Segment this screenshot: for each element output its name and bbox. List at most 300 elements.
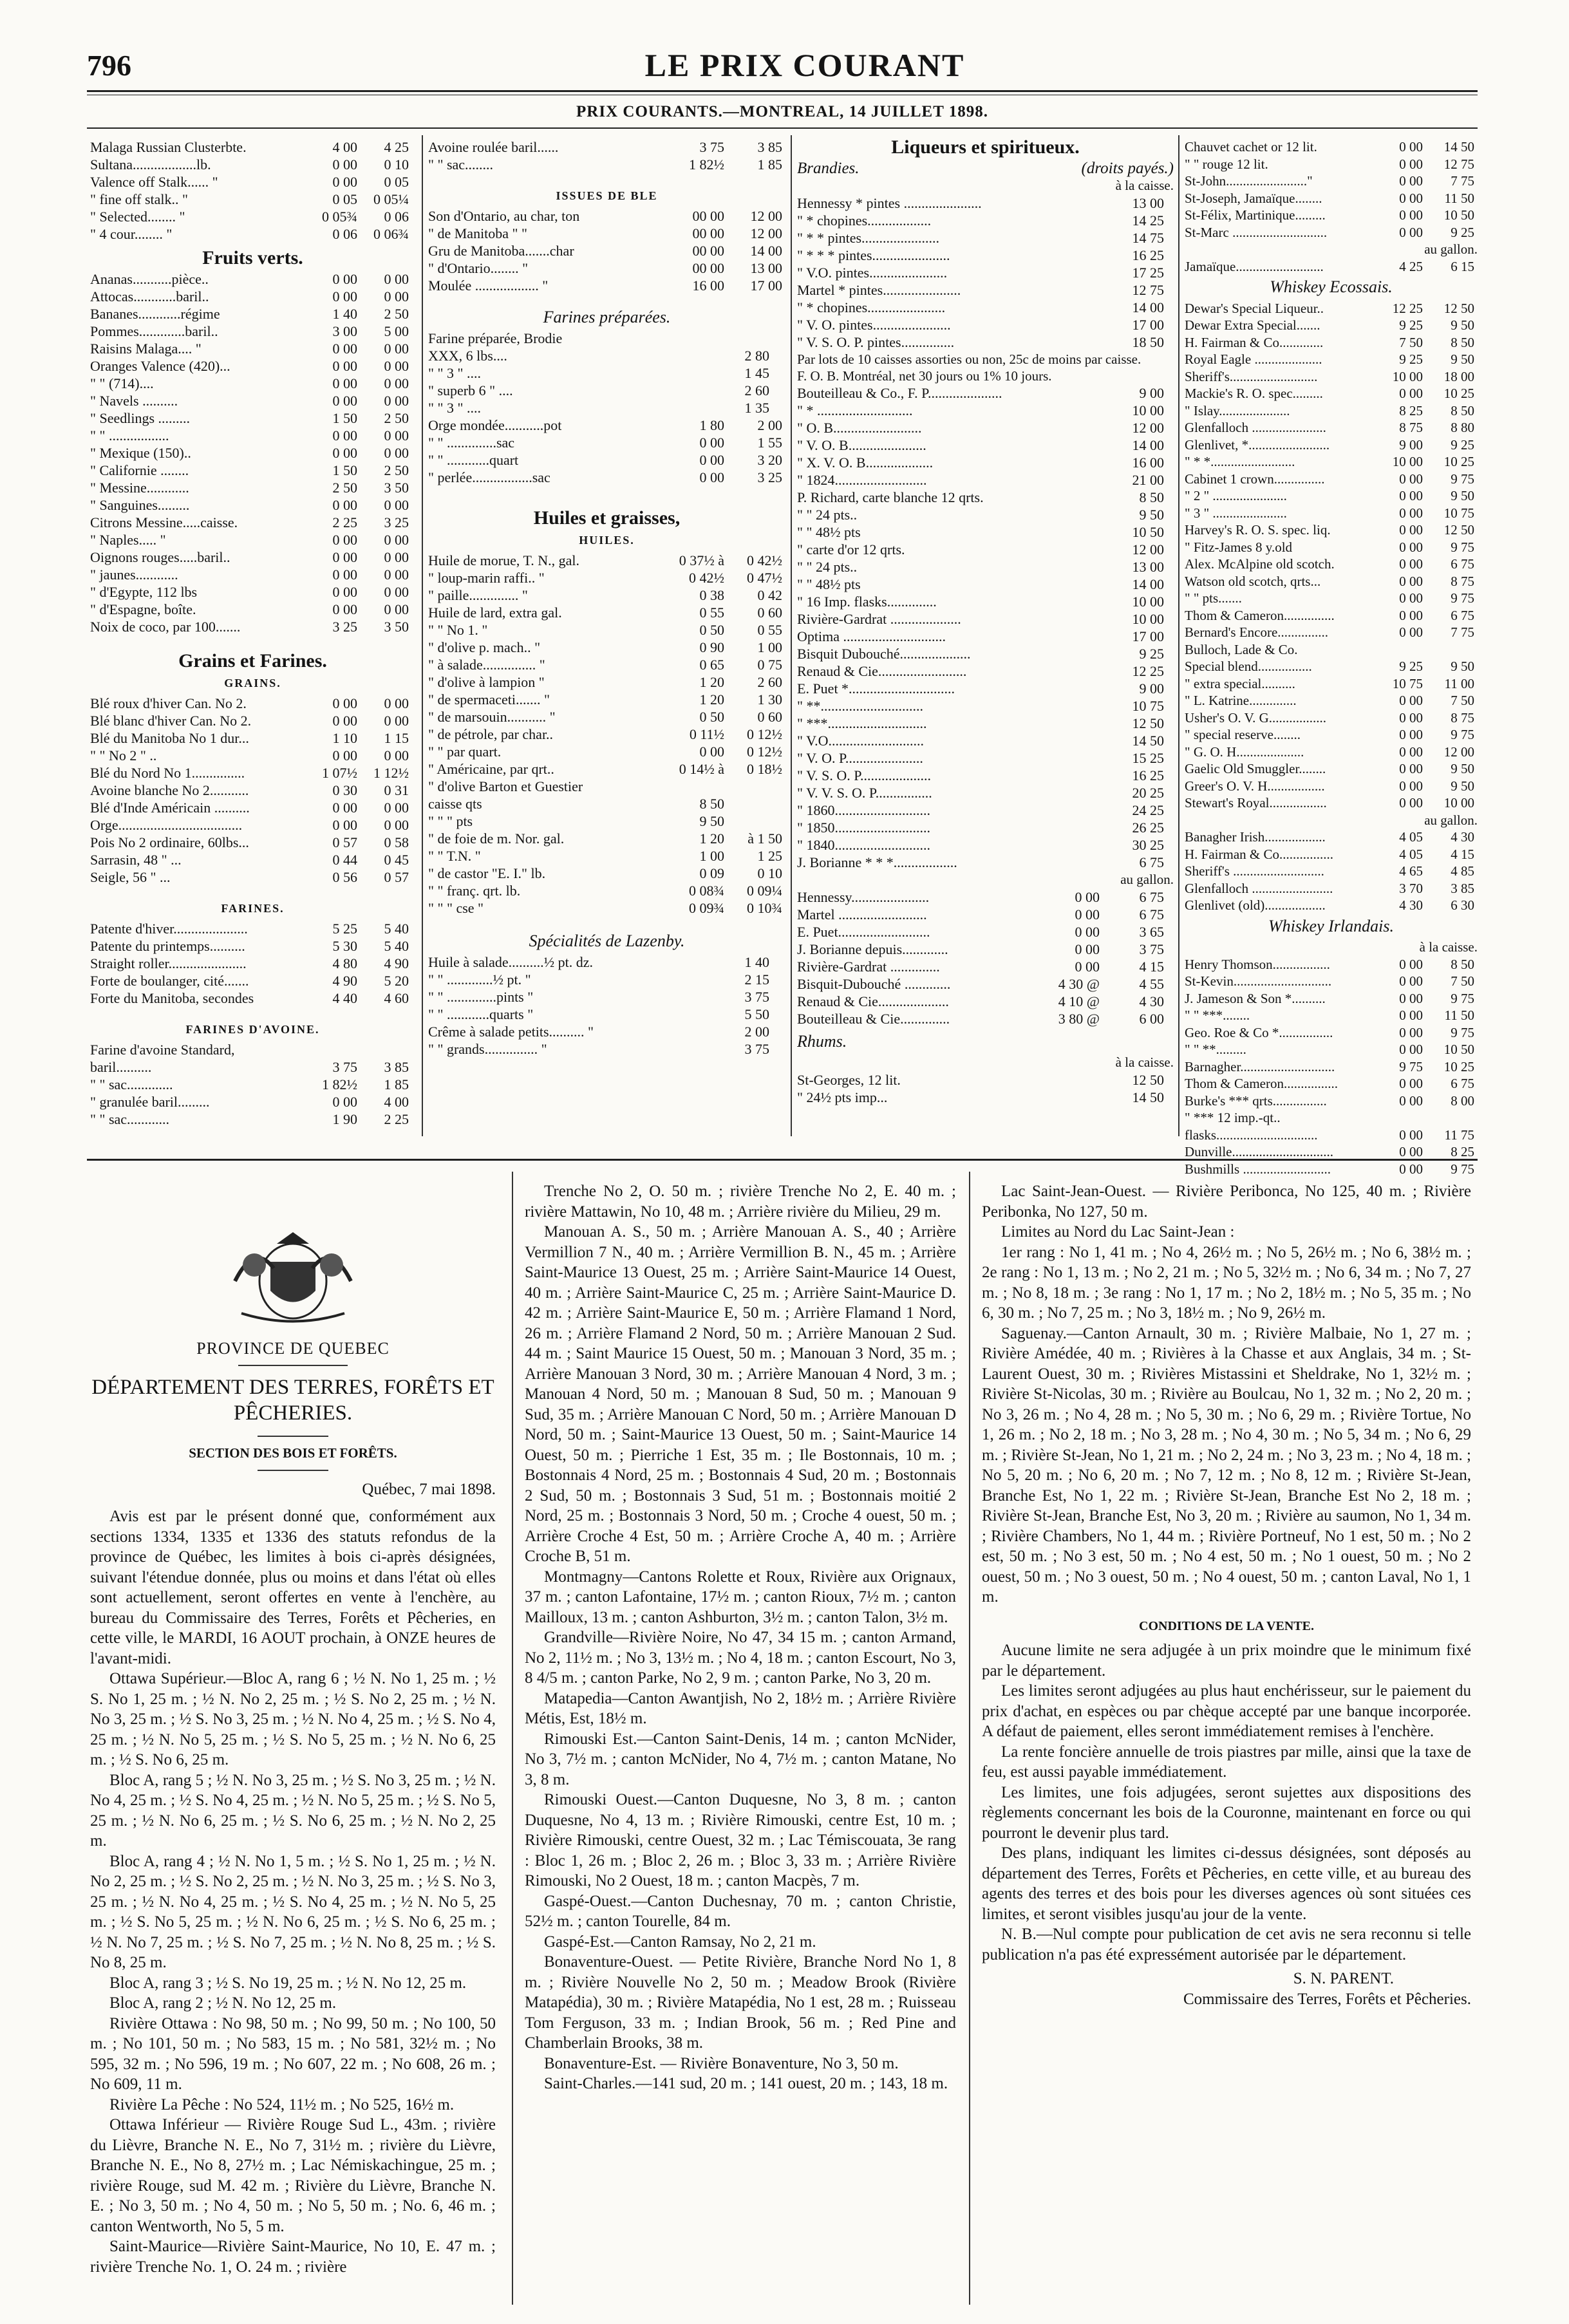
price-row bbox=[1185, 778, 1478, 795]
notice-paragraph: Les limites, une fois adjugées, seront sujettes aux dispositions des règlements concernant les bois de la Couronne, maintenant en force ou qui pourront le devenir plus tard. bbox=[982, 1783, 1471, 1842]
price-row bbox=[428, 569, 785, 586]
notice-paragraph: Saint-Charles.—141 sud, 20 m. ; 141 ouest, 20 m. ; 143, 18 m. bbox=[544, 2075, 948, 2092]
price-value: 0 00 bbox=[699, 452, 724, 468]
price-row bbox=[90, 496, 415, 514]
item-name: Bisquit Dubouché.................... bbox=[797, 646, 971, 662]
price-value: 0 00 bbox=[332, 800, 357, 816]
price-value bbox=[1378, 1109, 1423, 1127]
price-value: 4 25 bbox=[384, 139, 409, 155]
item-name: Gaelic Old Smuggler........ bbox=[1185, 761, 1326, 776]
price-value: 9 75 bbox=[1451, 590, 1474, 606]
price-value: 0 00 bbox=[1399, 590, 1423, 606]
price-value: 9 75 bbox=[1451, 539, 1474, 555]
item-name: Noix de coco, par 100....... bbox=[90, 619, 241, 635]
price-row bbox=[428, 708, 785, 726]
province-heading: PROVINCE DE QUEBEC bbox=[196, 1339, 390, 1358]
price-value: 14 00 bbox=[750, 243, 782, 259]
notice-paragraph: Matapedia—Canton Awantjish, No 2, 18½ m. ; Arrière Rivière Métis, Est, 18½ m. bbox=[525, 1689, 956, 1727]
item-name: " " No 2 " .. bbox=[90, 747, 157, 764]
item-name: " paille.............. " bbox=[428, 587, 528, 603]
price-row bbox=[797, 419, 1174, 436]
price-value: 3 75 bbox=[744, 989, 769, 1005]
item-name: Greer's O. V. H................. bbox=[1185, 778, 1325, 794]
price-value: 3 75 bbox=[744, 1041, 769, 1057]
item-name: Valence off Stalk...... " bbox=[90, 174, 218, 190]
notice-paragraph: Bonaventure-Ouest. — Petite Rivière, Branche Nord No 1, 8 m. ; Rivière Nouvelle No 2, 50 m. ; Meadow Brook (Rivière Matapédia), 30 m. ; Rivière Matapédia, No 1 est, 28 m. ; Ruisseau Tom Ferguson, 33 m. ; Indian Brook, 56 m. ; Red Pine and Chamberlain Brooks, 38 m. bbox=[525, 1953, 956, 2052]
price-row bbox=[797, 680, 1174, 697]
price-row bbox=[797, 975, 1174, 993]
price-value: 0 06¾ bbox=[373, 226, 409, 242]
price-value: 4 15 bbox=[1139, 959, 1164, 975]
price-row bbox=[797, 888, 1174, 906]
price-value: 0 57 bbox=[384, 869, 409, 885]
price-value: 1 10 bbox=[332, 730, 357, 746]
price-value: 0 00 bbox=[332, 532, 357, 548]
price-value: 0 00 bbox=[332, 747, 357, 764]
item-name: Seigle, 56 " ... bbox=[90, 869, 171, 885]
price-row bbox=[797, 541, 1174, 558]
price-value: 8 75 bbox=[1399, 420, 1423, 435]
price-value: 2 50 bbox=[384, 462, 409, 478]
price-value: 0 00 bbox=[1399, 190, 1423, 206]
price-row bbox=[1185, 880, 1478, 897]
item-name: Banagher Irish.................. bbox=[1185, 829, 1326, 845]
item-name: St-Georges, 12 lit. bbox=[797, 1072, 901, 1088]
price-value: 8 25 bbox=[1451, 1144, 1474, 1159]
item-name: Sultana..................lb. bbox=[90, 156, 211, 173]
fob-note: F. O. B. Montréal, net 30 jours ou 1% 10 jours. bbox=[797, 368, 1052, 384]
price-row bbox=[90, 972, 415, 989]
item-name: Glenlivet, *........................ bbox=[1185, 436, 1330, 453]
item-name: " Islay..................... bbox=[1185, 402, 1290, 418]
notice-paragraph: Trenche No 2, O. 50 m. ; rivière Trenche No 2, E. 40 m. ; rivière Mattawin, No 10, 48 m. ; Arrière rivière du Milieu, 29 m. bbox=[525, 1183, 956, 1221]
item-name: " " " cse " bbox=[428, 900, 484, 916]
price-value: 0 55 bbox=[699, 604, 724, 621]
price-value: 4 00 bbox=[384, 1094, 409, 1110]
price-row bbox=[90, 583, 415, 601]
item-name: " 24½ pts imp... bbox=[797, 1089, 888, 1105]
section-title-irish: Whiskey Irlandais. bbox=[1268, 916, 1394, 935]
item-name: " " 24 pts.. bbox=[797, 559, 858, 575]
price-column-4 bbox=[1185, 138, 1478, 1177]
item-name: Gru de Manitoba.......char bbox=[428, 243, 574, 259]
notice-paragraph: Bloc A, rang 3 ; ½ S. No 19, 25 m. ; ½ N. No 12, 25 m. bbox=[109, 1974, 467, 1992]
prepared-flour-heading: Farine préparée, Brodie bbox=[428, 330, 563, 346]
item-name: Rivière-Gardrat .................... bbox=[797, 611, 961, 627]
price-row bbox=[428, 743, 785, 760]
price-row bbox=[1185, 675, 1478, 693]
price-value: 4 40 bbox=[332, 990, 357, 1006]
price-value: 0 00 bbox=[1399, 488, 1423, 503]
price-value bbox=[724, 778, 782, 795]
item-name: " " 48½ pts bbox=[797, 524, 861, 540]
price-row bbox=[1185, 863, 1478, 880]
item-name: Martel * pintes...................... bbox=[797, 282, 961, 298]
item-name: " " franç. qrt. lb. bbox=[428, 883, 521, 899]
price-value: 0 00 bbox=[1399, 744, 1423, 760]
item-name: " extra special.......... bbox=[1185, 675, 1295, 691]
price-row bbox=[1185, 744, 1478, 761]
price-value: 1 40 bbox=[332, 306, 357, 322]
price-value: 0 00 bbox=[384, 549, 409, 565]
section-rule bbox=[258, 1470, 328, 1471]
price-value: 0 58 bbox=[384, 834, 409, 850]
price-value: 4 80 bbox=[332, 955, 357, 971]
price-row bbox=[428, 882, 785, 899]
brandies-heading: Brandies. bbox=[797, 160, 860, 177]
item-name: " Navels .......... bbox=[90, 393, 178, 409]
price-row bbox=[1185, 1161, 1478, 1178]
price-row bbox=[1185, 726, 1478, 744]
price-value: 14 50 bbox=[1132, 1089, 1164, 1105]
price-row bbox=[90, 695, 415, 712]
item-name: " 3 " ...................... bbox=[1185, 505, 1287, 521]
price-value: 2 50 bbox=[332, 480, 357, 496]
section-title-liqueurs: Liqueurs et spiritueux. bbox=[891, 138, 1080, 158]
price-value: 1 20 bbox=[699, 691, 724, 708]
price-row bbox=[1185, 1024, 1478, 1042]
item-name: " * * * pintes...................... bbox=[797, 247, 950, 263]
conditions-heading: CONDITIONS DE LA VENTE. bbox=[1139, 1618, 1314, 1633]
price-row bbox=[90, 548, 415, 566]
price-row bbox=[1185, 207, 1478, 224]
price-row bbox=[1185, 138, 1478, 156]
item-name: Glenlivet (old).................. bbox=[1185, 897, 1326, 913]
notice-paragraph: Ottawa Supérieur.—Bloc A, rang 6 ; ½ N. No 1, 25 m. ; ½ S. No 1, 25 m. ; ½ N. No 2, 25 m. ; ½ S. No 2, 25 m. ; ½ N. No 3, 25 m. ; ½ S. No 3, 25 m. ; ½ N. No 4, 25 m. ; ½ S. No 4, 25 m. ; ½ N. No 5, 25 m. ; ½ S. No 5, 25 m. ; ½ N. No 6, 25 m. ; ½ S. No 6, 25 m. bbox=[90, 1670, 496, 1768]
price-value: 0 00 bbox=[1399, 1127, 1423, 1143]
item-name: J. Borianne * * *.................. bbox=[797, 854, 957, 870]
price-row bbox=[428, 156, 785, 173]
item-name: " V.O........................... bbox=[797, 733, 925, 749]
item-name: E. Puet *.............................. bbox=[797, 680, 955, 697]
price-row bbox=[90, 1110, 415, 1128]
price-row bbox=[1185, 658, 1478, 675]
price-value: 0 00 bbox=[1399, 607, 1423, 623]
notice-paragraph: La rente foncière annuelle de trois piastres par mille, ainsi que la taxe de feu, est aussi payable immédiatement. bbox=[982, 1743, 1471, 1781]
item-name: St-Kevin............................. bbox=[1185, 973, 1332, 989]
price-value: 16 00 bbox=[1132, 454, 1164, 471]
item-name: E. Puet.......................... bbox=[797, 924, 930, 940]
item-name: " V. O. pintes...................... bbox=[797, 317, 951, 333]
price-row bbox=[90, 191, 415, 208]
price-row bbox=[797, 645, 1174, 662]
price-value: 6 00 bbox=[1139, 1011, 1164, 1027]
price-value: 1 07½ bbox=[322, 765, 357, 781]
signature-title: Commissaire des Terres, Forêts et Pêcheries. bbox=[1183, 1990, 1471, 2008]
item-name: Son d'Ontario, au char, ton bbox=[428, 208, 580, 224]
item-name: " " ..............pints " bbox=[428, 989, 534, 1005]
price-row bbox=[90, 138, 415, 156]
price-value: 0 44 bbox=[332, 852, 357, 868]
item-name: " 1840........................... bbox=[797, 837, 930, 853]
price-value: 2 80 bbox=[744, 348, 769, 364]
item-name: " 1850........................... bbox=[797, 820, 930, 836]
price-value: 0 00 bbox=[332, 601, 357, 617]
section-title-huiles: Huiles et graisses, bbox=[533, 507, 681, 529]
item-name: " de pétrole, par char.. bbox=[428, 726, 554, 742]
subtitle-rule bbox=[87, 127, 1478, 129]
price-row bbox=[90, 392, 415, 409]
province-rule bbox=[238, 1365, 348, 1366]
price-value: 9 00 bbox=[1139, 680, 1164, 697]
price-value: 13 00 bbox=[1132, 559, 1164, 575]
price-value: 0 00 bbox=[1075, 959, 1100, 975]
price-row bbox=[797, 593, 1174, 610]
item-name: " V. V. S. O. P................ bbox=[797, 785, 932, 801]
price-row bbox=[1185, 317, 1478, 334]
price-row bbox=[90, 225, 415, 243]
subsection-grains: GRAINS. bbox=[224, 677, 281, 689]
brandy-gallon-list bbox=[797, 888, 1174, 1027]
item-name: Malaga Russian Clusterbte. bbox=[90, 139, 247, 155]
price-value: 8 50 bbox=[1451, 402, 1474, 418]
price-row bbox=[428, 726, 785, 743]
item-name: Stewart's Royal................. bbox=[1185, 795, 1327, 811]
item-name: " X. V. O. B................... bbox=[797, 454, 934, 471]
section-title-grains: Grains et Farines. bbox=[178, 650, 327, 671]
price-value: 0 56 bbox=[332, 869, 357, 885]
price-row bbox=[1185, 624, 1478, 641]
price-row bbox=[428, 812, 785, 830]
notice-paragraph: Les limites seront adjugées au plus haut enchérisseur, sur le paiement du prix d'achat, en espèces ou par chèque accepté par une banque incorporée. A défaut de paiement, elles seront immédiatement remises à l'enchère. bbox=[982, 1682, 1471, 1740]
price-value: 2 50 bbox=[384, 410, 409, 426]
price-value: 10 00 bbox=[1132, 594, 1164, 610]
price-row bbox=[797, 610, 1174, 628]
item-name: " " par quart. bbox=[428, 744, 502, 760]
price-value: 4 00 bbox=[332, 139, 357, 155]
price-value: 0 00 bbox=[1075, 941, 1100, 957]
price-value: 0 00 bbox=[1399, 1024, 1423, 1040]
price-value: 10 50 bbox=[1443, 207, 1474, 223]
price-row bbox=[90, 444, 415, 462]
price-value: 2 25 bbox=[332, 514, 357, 530]
price-value: 0 00 bbox=[1399, 505, 1423, 521]
price-value: 17 25 bbox=[1132, 265, 1164, 281]
price-value: 26 25 bbox=[1132, 820, 1164, 836]
notice-paragraph: Montmagny—Cantons Rolette et Roux, Rivière aux Orignaux, 37 m. ; canton Lafontaine, 17½ m. ; canton Rioux, 7½ m. ; canton Mailloux, 13 m. ; canton Ashburton, 3½ m. ; canton Talon, 3½ m. bbox=[525, 1568, 956, 1626]
item-name: Bouteilleau & Co., F. P..................... bbox=[797, 385, 1002, 401]
price-value: 9 25 bbox=[1399, 351, 1423, 367]
item-name: " Sanguines......... bbox=[90, 497, 190, 513]
section-title-rhums: Rhums. bbox=[797, 1032, 847, 1051]
price-value: 8 80 bbox=[1451, 420, 1474, 435]
price-row bbox=[1185, 897, 1478, 914]
item-name: caisse qts bbox=[428, 796, 482, 812]
price-value: 0 00 bbox=[699, 744, 724, 760]
price-row bbox=[1185, 641, 1478, 659]
price-value: 1 35 bbox=[744, 400, 769, 416]
notice-paragraph: Saguenay.—Canton Arnault, 30 m. ; Rivière Malbaie, No 1, 27 m. ; Rivière Amédée, 40 m. ; Rivières à la Chasse et aux Anglais, 34 m. ; St-Laurent Ouest, 30 m. ; Rivières Mistassini et Sheldrake, No 1, 32½ m. ; Rivière St-Nicolas, 30 m. ; Rivière au Boulcau, No 1, 32 m. ; No 2, 20 m. ; No 3, 26 m. ; No 4, 28 m. ; No 5, 30 m. ; No 6, 29 m. ; Rivière Tortue, No 1, 26 m. ; No 2, 18 m. ; No 3, 28 m. ; No 4, 30 m. ; No 5, 34 m. ; No 6, 29 m. ; Rivière St-Jean, No 1, 21 m. ; No 2, 24 m. ; No 3, 23 m. ; No 4, 18 m. ; No 5, 20 m. ; No 6, 20 m. ; No 7, 12 m. ; No 8, 12 m. ; Rivière St-Jean, Branche Est, No 1, 22 m. ; Rivière St-Jean, Branche Est No 2, 18 m. ; Rivière St-Jean, Branche Est, No 3, 20 m. ; Rivière au saumon, No 1, 34 m. ; Rivière Chambers, No 1, 44 m. ; Rivière Portneuf, No 1 est, 50 m. ; No 2 est, 50 m. ; No 3 est, 50 m. ; No 4 est, 50 m. ; No 1 ouest, 50 m. ; No 2 ouest, 50 m. ; No 3 ouest, 50 m. ; No 4 ouest, 50 m. ; canton Laval, No 1, 1 m. bbox=[982, 1324, 1471, 1606]
price-value: 0 00 bbox=[332, 358, 357, 374]
item-name: " " 48½ pts bbox=[797, 576, 861, 592]
item-name: Forte du Manitoba, secondes bbox=[90, 990, 254, 1006]
notice-paragraph: Rimouski Ouest.—Canton Duquesne, No 3, 8 m. ; canton Duquesne, No 4, 13 m. ; Rivière Rimouski, centre Est, 10 m. ; Rivière Rimouski, centre Ouest, 32 m. ; Lac Témiscouata, 3e rang : Bloc 1, 26 m. ; Bloc 2, 26 m. ; Bloc 3, 33 m. ; Arrière Rivière Rimouski, No 2 Ouest, 18 m. ; canton Macpès, 7 m. bbox=[525, 1791, 956, 1889]
section-title-fruits: Fruits verts. bbox=[202, 247, 303, 268]
brandy-list-2 bbox=[797, 384, 1174, 871]
item-name: " L. Katrine.............. bbox=[1185, 693, 1297, 708]
price-value: 5 20 bbox=[384, 973, 409, 989]
price-value: 9 75 bbox=[1451, 1161, 1474, 1177]
price-value: 9 50 bbox=[1139, 507, 1164, 523]
item-name: Crême à salade petits.......... " bbox=[428, 1024, 594, 1040]
price-value: 0 00 bbox=[1399, 778, 1423, 794]
price-value: 10 50 bbox=[1443, 1042, 1474, 1057]
price-row bbox=[90, 270, 415, 288]
price-value: 0 00 bbox=[384, 601, 409, 617]
price-value: 0 00 bbox=[384, 800, 409, 816]
price-value: 0 50 bbox=[699, 709, 724, 725]
price-value: 2 15 bbox=[744, 971, 769, 988]
price-value: 12 50 bbox=[1132, 1072, 1164, 1088]
price-value: 00 00 bbox=[692, 260, 724, 276]
price-value: 17 00 bbox=[1132, 628, 1164, 644]
price-row bbox=[428, 847, 785, 865]
item-name: " 16 Imp. flasks.............. bbox=[797, 594, 937, 610]
price-value: 0 00 bbox=[384, 567, 409, 583]
notice-paragraph: Rimouski Est.—Canton Saint-Denis, 14 m. ; canton McNider, No 3, 7½ m. ; canton McNider, No 4, 7½ m. ; canton Matane, No 3, 8 m. bbox=[525, 1730, 956, 1788]
price-value: 0 12½ bbox=[747, 744, 782, 760]
item-name: " " ................. bbox=[90, 427, 169, 444]
price-row bbox=[797, 923, 1174, 941]
item-name: Henry Thomson................. bbox=[1185, 956, 1330, 972]
price-value: 0 18½ bbox=[747, 761, 782, 777]
price-row bbox=[428, 865, 785, 882]
item-name: " " No 1. " bbox=[428, 622, 488, 638]
price-column-2 bbox=[428, 138, 785, 1058]
price-value: 0 00 bbox=[1399, 471, 1423, 487]
item-name: Blé du Nord No 1............... bbox=[90, 765, 245, 781]
price-value: 0 05¼ bbox=[373, 191, 409, 207]
price-value: 3 20 bbox=[757, 452, 782, 468]
price-row bbox=[1185, 760, 1478, 778]
item-name: Special blend................ bbox=[1185, 659, 1312, 674]
price-row bbox=[797, 784, 1174, 801]
price-row bbox=[797, 229, 1174, 247]
price-value: 0 11½ bbox=[689, 726, 724, 742]
price-value: 1 80 bbox=[699, 417, 724, 433]
price-row bbox=[1185, 1007, 1478, 1024]
price-row bbox=[428, 760, 785, 778]
price-value: 0 00 bbox=[1399, 693, 1423, 708]
item-name: Glenfalloch ...................... bbox=[1185, 420, 1326, 435]
item-name: Oranges Valence (420)... bbox=[90, 358, 230, 374]
dateline: Québec, 7 mai 1898. bbox=[362, 1481, 496, 1498]
price-value: 0 00 bbox=[384, 695, 409, 711]
item-name: " " sac........ bbox=[428, 156, 494, 173]
price-row bbox=[428, 899, 785, 917]
item-name: P. Richard, carte blanche 12 qrts. bbox=[797, 489, 984, 505]
price-row bbox=[797, 247, 1174, 264]
price-value: 14 00 bbox=[1132, 299, 1164, 315]
price-value: 3 80 @ bbox=[1058, 1011, 1100, 1027]
price-value: 4 30 bbox=[1139, 993, 1164, 1009]
price-value: 30 25 bbox=[1132, 837, 1164, 853]
price-row bbox=[428, 552, 785, 569]
item-name: Pois No 2 ordinaire, 60lbs... bbox=[90, 834, 249, 850]
price-value: 0 00 bbox=[384, 288, 409, 305]
price-row bbox=[90, 747, 415, 764]
price-value: 17 00 bbox=[1132, 317, 1164, 333]
item-name: " " **......... bbox=[1185, 1042, 1246, 1057]
price-value: 4 65 bbox=[1399, 863, 1423, 879]
item-name: Bulloch, Lade & Co. bbox=[1185, 641, 1298, 657]
price-row bbox=[90, 357, 415, 375]
price-value: 9 50 bbox=[1451, 778, 1474, 794]
price-value: 3 50 bbox=[384, 480, 409, 496]
price-value: 0 30 bbox=[332, 782, 357, 798]
item-name: Avoine blanche No 2........... bbox=[90, 782, 249, 798]
price-row bbox=[797, 402, 1174, 419]
price-value: 0 00 bbox=[1399, 207, 1423, 223]
item-name: Hennessy...................... bbox=[797, 889, 930, 905]
price-value: 9 75 bbox=[1451, 1024, 1474, 1040]
brandy-list-1 bbox=[797, 194, 1174, 351]
price-value: 0 00 bbox=[332, 817, 357, 833]
price-value: 0 00 bbox=[332, 427, 357, 444]
col-divider-3 bbox=[1178, 135, 1179, 1136]
price-value: 0 00 bbox=[1075, 924, 1100, 940]
price-row bbox=[428, 469, 785, 486]
price-value: 1 40 bbox=[744, 954, 769, 970]
unit-label-gallon-rum: au gallon. bbox=[1424, 241, 1478, 257]
price-value: 1 12½ bbox=[373, 765, 409, 781]
notice-paragraph: Aucune limite ne sera adjugée à un prix moindre que le minimum fixé par le département. bbox=[982, 1642, 1471, 1680]
price-value: 4 60 bbox=[384, 990, 409, 1006]
price-value: 4 25 bbox=[1399, 258, 1423, 274]
price-row bbox=[1185, 224, 1478, 241]
price-value: 0 10 bbox=[757, 865, 782, 881]
price-row bbox=[90, 764, 415, 782]
irish-list bbox=[1185, 956, 1478, 1178]
price-value: 1 50 bbox=[332, 462, 357, 478]
item-name: St-Félix, Martinique......... bbox=[1185, 207, 1326, 223]
item-name: " V. O. B...................... bbox=[797, 437, 926, 453]
item-name: " d'olive Barton et Guestier bbox=[428, 778, 583, 794]
item-name: Usher's O. V. G................. bbox=[1185, 709, 1327, 726]
price-row bbox=[428, 830, 785, 847]
item-name: H. Fairman & Co................ bbox=[1185, 846, 1333, 862]
price-row bbox=[1185, 521, 1478, 539]
price-value: 15 25 bbox=[1132, 750, 1164, 766]
price-value: 12 75 bbox=[1132, 282, 1164, 298]
item-name: Alex. McAlpine old scotch. bbox=[1185, 556, 1335, 572]
item-name: " ***............................ bbox=[797, 715, 927, 731]
item-name: Blé blanc d'hiver Can. No 2. bbox=[90, 713, 252, 729]
price-value: 0 00 bbox=[1399, 709, 1423, 726]
price-value: 4 30 @ bbox=[1058, 976, 1100, 992]
price-row bbox=[1185, 190, 1478, 207]
notice-paragraph: Bloc A, rang 4 ; ½ N. No 1, 5 m. ; ½ S. No 1, 25 m. ; ½ N. No 2, 25 m. ; ½ S. No 2, 25 m. ; ½ N. No 3, 25 m. ; ½ S. No 3, 25 m. ; ½ N. No 4, 25 m. ; ½ S. No 4, 25 m. ; ½ N. No 5, 25 m. ; ½ S. No 5, 25 m. ; ½ N. No 6, 25 m. ; ½ S. No 6, 25 m. ; ½ N. No 7, 25 m. ; ½ S. No 7, 25 m. ; ½ N. No 8, 25 m. ; ½ S. No 8, 25 m. bbox=[90, 1852, 496, 1971]
price-value: 0 50 bbox=[699, 622, 724, 638]
item-name: Blé d'Inde Américain .......... bbox=[90, 800, 250, 816]
price-value: 0 00 bbox=[332, 695, 357, 711]
price-row bbox=[428, 451, 785, 469]
item-name: flasks.............................. bbox=[1185, 1127, 1318, 1143]
price-row bbox=[1185, 351, 1478, 368]
item-name: Bouteilleau & Cie.............. bbox=[797, 1011, 950, 1027]
item-name: Raisins Malaga.... " bbox=[90, 341, 202, 357]
item-name: Royal Eagle .................... bbox=[1185, 351, 1322, 367]
col-divider-2 bbox=[791, 135, 792, 1136]
item-name: " " grands............... " bbox=[428, 1041, 547, 1057]
price-row bbox=[797, 993, 1174, 1010]
item-name: " perlée.................sac bbox=[428, 469, 550, 485]
price-value: 0 60 bbox=[757, 709, 782, 725]
price-row bbox=[428, 953, 785, 971]
price-value: 5 40 bbox=[384, 921, 409, 937]
price-row bbox=[797, 299, 1174, 316]
price-value: 5 40 bbox=[384, 938, 409, 954]
